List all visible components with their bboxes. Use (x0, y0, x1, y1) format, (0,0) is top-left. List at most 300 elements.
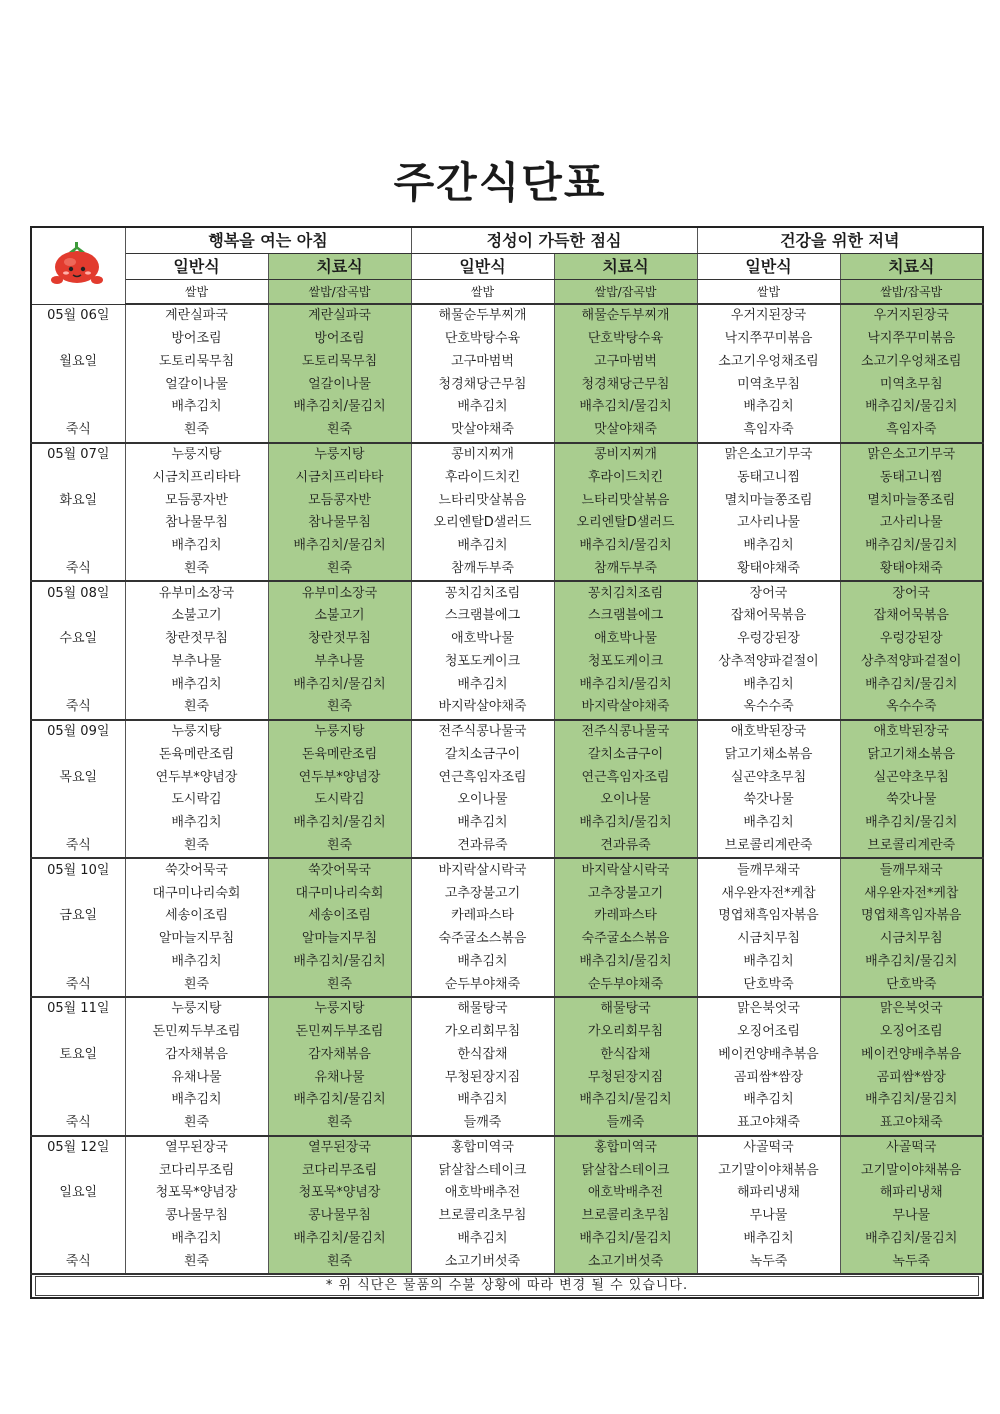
general-dish: 도시락김 (125, 789, 268, 812)
general-dish: 맑은소고기무국 (697, 443, 840, 467)
therapy-dish: 누룽지탕 (268, 997, 411, 1021)
general-dish: 누룽지탕 (125, 720, 268, 744)
therapy-dish: 숙주굴소스볶음 (554, 928, 697, 951)
menu-row (31, 373, 983, 396)
therapy-dish: 흰죽 (268, 973, 411, 997)
general-dish: 가오리회무침 (411, 1021, 554, 1044)
general-dish: 해물순두부찌개 (411, 304, 554, 328)
therapy-dish: 연근흑임자조림 (554, 766, 697, 789)
day-weekday: 목요일 (31, 766, 125, 789)
therapy-dish: 배추김치/물김치 (554, 812, 697, 835)
general-dish: 들깨죽 (411, 1112, 554, 1136)
general-dish: 전주식콩나물국 (411, 720, 554, 744)
day-cell-blank (31, 1021, 125, 1044)
rice-therapy: 쌀밥/잡곡밥 (268, 280, 411, 305)
general-dish: 무청된장지짐 (411, 1066, 554, 1089)
menu-row (31, 557, 983, 581)
menu-row (31, 351, 983, 374)
general-dish: 청포묵*양념장 (125, 1182, 268, 1205)
general-dish: 누룽지탕 (125, 997, 268, 1021)
general-dish: 우렁강된장 (697, 628, 840, 651)
therapy-dish: 콩나물무침 (268, 1205, 411, 1228)
therapy-dish: 견과류죽 (554, 835, 697, 859)
therapy-dish: 배추김치/물김치 (840, 950, 983, 973)
general-dish: 후라이드치킨 (411, 466, 554, 489)
general-dish: 배추김치 (697, 950, 840, 973)
general-dish: 바지락살야채죽 (411, 696, 554, 720)
type-therapy: 치료식 (554, 254, 697, 280)
menu-row (31, 605, 983, 628)
therapy-dish: 배추김치/물김치 (840, 396, 983, 419)
therapy-dish: 얼갈이나물 (268, 373, 411, 396)
menu-row (31, 581, 983, 605)
general-dish: 표고야채죽 (697, 1112, 840, 1136)
general-dish: 명엽채흑임자볶음 (697, 905, 840, 928)
day-cell-blank (31, 1066, 125, 1089)
menu-row (31, 396, 983, 419)
general-dish: 시금치프리타타 (125, 466, 268, 489)
therapy-dish: 코다리무조림 (268, 1159, 411, 1182)
therapy-dish: 배추김치/물김치 (554, 950, 697, 973)
therapy-dish: 닭고기채소볶음 (840, 744, 983, 767)
general-dish: 견과류죽 (411, 835, 554, 859)
general-dish: 연두부*양념장 (125, 766, 268, 789)
general-dish: 브로콜리계란죽 (697, 835, 840, 859)
general-dish: 부추나물 (125, 650, 268, 673)
general-dish: 흰죽 (125, 835, 268, 859)
general-dish: 연근흑임자조림 (411, 766, 554, 789)
general-dish: 곰피쌈*쌈장 (697, 1066, 840, 1089)
general-dish: 알마늘지무침 (125, 928, 268, 951)
general-dish: 배추김치 (411, 1089, 554, 1112)
therapy-dish: 전주식콩나물국 (554, 720, 697, 744)
general-dish: 동태고니찜 (697, 466, 840, 489)
day-cell-blank (31, 535, 125, 558)
day-cell-blank (31, 744, 125, 767)
day-date: 05월 12일 (31, 1136, 125, 1160)
therapy-dish: 대구미나리숙회 (268, 882, 411, 905)
therapy-dish: 소고기우엉채조림 (840, 351, 983, 374)
menu-row (31, 512, 983, 535)
therapy-dish: 참깨두부죽 (554, 557, 697, 581)
general-dish: 스크램블에그 (411, 605, 554, 628)
therapy-dish: 세송이조림 (268, 905, 411, 928)
general-dish: 창란젓무침 (125, 628, 268, 651)
porridge-label: 죽식 (31, 835, 125, 859)
therapy-dish: 배추김치/물김치 (554, 396, 697, 419)
general-dish: 누룽지탕 (125, 443, 268, 467)
therapy-dish: 누룽지탕 (268, 720, 411, 744)
therapy-dish: 쑥갓어묵국 (268, 858, 411, 882)
therapy-dish: 오리엔탈D샐러드 (554, 512, 697, 535)
general-dish: 바지락살시락국 (411, 858, 554, 882)
therapy-dish: 배추김치/물김치 (840, 535, 983, 558)
therapy-dish: 명엽채흑임자볶음 (840, 905, 983, 928)
general-dish: 상추적양파겉절이 (697, 650, 840, 673)
therapy-dish: 청포묵*양념장 (268, 1182, 411, 1205)
menu-row (31, 766, 983, 789)
day-weekday: 월요일 (31, 351, 125, 374)
menu-row (31, 812, 983, 835)
general-dish: 단호박죽 (697, 973, 840, 997)
general-dish: 대구미나리숙회 (125, 882, 268, 905)
rice-general: 쌀밥 (125, 280, 268, 305)
therapy-dish: 꽁치김치조림 (554, 581, 697, 605)
day-cell-blank (31, 1228, 125, 1251)
general-dish: 배추김치 (411, 673, 554, 696)
day-cell-blank (31, 812, 125, 835)
therapy-dish: 들깨죽 (554, 1112, 697, 1136)
general-dish: 오징어조림 (697, 1021, 840, 1044)
therapy-dish: 도시락김 (268, 789, 411, 812)
therapy-dish: 들깨무채국 (840, 858, 983, 882)
therapy-dish: 배추김치/물김치 (554, 535, 697, 558)
menu-row (31, 419, 983, 443)
therapy-dish: 베이컨양배추볶음 (840, 1044, 983, 1067)
general-dish: 오이나물 (411, 789, 554, 812)
therapy-dish: 갈치소금구이 (554, 744, 697, 767)
general-dish: 느타리맛살볶음 (411, 489, 554, 512)
general-dish: 베이컨양배추볶음 (697, 1044, 840, 1067)
therapy-dish: 옥수수죽 (840, 696, 983, 720)
general-dish: 참나물무침 (125, 512, 268, 535)
meal-header-row (31, 227, 983, 254)
general-dish: 실곤약초무침 (697, 766, 840, 789)
therapy-dish: 소고기버섯죽 (554, 1250, 697, 1274)
menu-row (31, 1089, 983, 1112)
general-dish: 오리엔탈D샐러드 (411, 512, 554, 535)
general-dish: 유부미소장국 (125, 581, 268, 605)
day-cell-blank (31, 466, 125, 489)
general-dish: 배추김치 (411, 812, 554, 835)
general-dish: 배추김치 (411, 950, 554, 973)
menu-row (31, 1112, 983, 1136)
day-cell-blank (31, 605, 125, 628)
diet-type-row (31, 254, 983, 280)
therapy-dish: 단호박탕수육 (554, 328, 697, 351)
therapy-dish: 브로콜리초무침 (554, 1205, 697, 1228)
therapy-dish: 배추김치/물김치 (268, 396, 411, 419)
type-therapy: 치료식 (268, 254, 411, 280)
therapy-dish: 창란젓무침 (268, 628, 411, 651)
general-dish: 우거지된장국 (697, 304, 840, 328)
therapy-dish: 느타리맛살볶음 (554, 489, 697, 512)
general-dish: 숙주굴소스볶음 (411, 928, 554, 951)
day-weekday: 금요일 (31, 905, 125, 928)
therapy-dish: 새우완자전*케찹 (840, 882, 983, 905)
menu-row (31, 535, 983, 558)
general-dish: 열무된장국 (125, 1136, 268, 1160)
day-cell-blank (31, 396, 125, 419)
general-dish: 배추김치 (125, 673, 268, 696)
general-dish: 고구마범벅 (411, 351, 554, 374)
menu-row (31, 1021, 983, 1044)
day-cell-blank (31, 373, 125, 396)
rice-therapy: 쌀밥/잡곡밥 (554, 280, 697, 305)
therapy-dish: 배추김치/물김치 (840, 673, 983, 696)
porridge-label: 죽식 (31, 419, 125, 443)
type-therapy: 치료식 (840, 254, 983, 280)
therapy-dish: 오이나물 (554, 789, 697, 812)
therapy-dish: 콩비지찌개 (554, 443, 697, 467)
notice-row (31, 1274, 983, 1298)
day-date: 05월 09일 (31, 720, 125, 744)
day-cell-blank (31, 512, 125, 535)
general-dish: 홍합미역국 (411, 1136, 554, 1160)
therapy-dish: 잡채어묵볶음 (840, 605, 983, 628)
therapy-dish: 흑임자죽 (840, 419, 983, 443)
general-dish: 해파리냉채 (697, 1182, 840, 1205)
general-dish: 꽁치김치조림 (411, 581, 554, 605)
day-cell-blank (31, 882, 125, 905)
general-dish: 고사리나물 (697, 512, 840, 535)
general-dish: 소고기우엉채조림 (697, 351, 840, 374)
day-weekday: 일요일 (31, 1182, 125, 1205)
menu-row (31, 835, 983, 859)
therapy-dish: 유채나물 (268, 1066, 411, 1089)
general-dish: 무나물 (697, 1205, 840, 1228)
therapy-dish: 도토리묵무침 (268, 351, 411, 374)
therapy-dish: 흰죽 (268, 835, 411, 859)
therapy-dish: 흰죽 (268, 557, 411, 581)
general-dish: 녹두죽 (697, 1250, 840, 1274)
therapy-dish: 해파리냉채 (840, 1182, 983, 1205)
menu-row (31, 789, 983, 812)
menu-row (31, 1182, 983, 1205)
therapy-dish: 표고야채죽 (840, 1112, 983, 1136)
day-date: 05월 11일 (31, 997, 125, 1021)
therapy-dish: 쑥갓나물 (840, 789, 983, 812)
general-dish: 애호박배추전 (411, 1182, 554, 1205)
general-dish: 배추김치 (125, 950, 268, 973)
therapy-dish: 계란실파국 (268, 304, 411, 328)
therapy-dish: 부추나물 (268, 650, 411, 673)
meal-breakfast-header: 행복을 여는 아침 (125, 227, 411, 254)
general-dish: 잡채어묵볶음 (697, 605, 840, 628)
general-dish: 계란실파국 (125, 304, 268, 328)
general-dish: 장어국 (697, 581, 840, 605)
therapy-dish: 맛살야채죽 (554, 419, 697, 443)
rice-row (31, 280, 983, 305)
day-cell-blank (31, 650, 125, 673)
type-general: 일반식 (697, 254, 840, 280)
menu-row (31, 928, 983, 951)
menu-row (31, 489, 983, 512)
therapy-dish: 사골떡국 (840, 1136, 983, 1160)
day-cell-blank (31, 328, 125, 351)
therapy-dish: 돈민찌두부조림 (268, 1021, 411, 1044)
therapy-dish: 동태고니찜 (840, 466, 983, 489)
menu-row (31, 1136, 983, 1160)
therapy-dish: 배추김치/물김치 (268, 535, 411, 558)
general-dish: 갈치소금구이 (411, 744, 554, 767)
therapy-dish: 흰죽 (268, 696, 411, 720)
menu-row (31, 628, 983, 651)
therapy-dish: 맑은소고기무국 (840, 443, 983, 467)
day-cell-blank (31, 789, 125, 812)
therapy-dish: 고기말이야채볶음 (840, 1159, 983, 1182)
therapy-dish: 장어국 (840, 581, 983, 605)
general-dish: 맛살야채죽 (411, 419, 554, 443)
therapy-dish: 모듬콩자반 (268, 489, 411, 512)
general-dish: 낙지쭈꾸미볶음 (697, 328, 840, 351)
general-dish: 배추김치 (697, 1089, 840, 1112)
therapy-dish: 알마늘지무침 (268, 928, 411, 951)
therapy-dish: 해물탕국 (554, 997, 697, 1021)
general-dish: 콩비지찌개 (411, 443, 554, 467)
day-date: 05월 06일 (31, 304, 125, 328)
general-dish: 애호박나물 (411, 628, 554, 651)
general-dish: 시금치무침 (697, 928, 840, 951)
therapy-dish: 애호박나물 (554, 628, 697, 651)
porridge-label: 죽식 (31, 973, 125, 997)
therapy-dish: 고구마범벅 (554, 351, 697, 374)
therapy-dish: 닭살찹스테이크 (554, 1159, 697, 1182)
therapy-dish: 한식잡채 (554, 1044, 697, 1067)
therapy-dish: 방어조림 (268, 328, 411, 351)
menu-row (31, 1250, 983, 1274)
therapy-dish: 순두부야채죽 (554, 973, 697, 997)
general-dish: 새우완자전*케찹 (697, 882, 840, 905)
menu-row (31, 905, 983, 928)
therapy-dish: 흰죽 (268, 1112, 411, 1136)
therapy-dish: 배추김치/물김치 (554, 673, 697, 696)
therapy-dish: 바지락살야채죽 (554, 696, 697, 720)
therapy-dish: 해물순두부찌개 (554, 304, 697, 328)
day-weekday: 토요일 (31, 1044, 125, 1067)
therapy-dish: 상추적양파겉절이 (840, 650, 983, 673)
general-dish: 멸치마늘쫑조림 (697, 489, 840, 512)
therapy-dish: 단호박죽 (840, 973, 983, 997)
therapy-dish: 배추김치/물김치 (840, 1228, 983, 1251)
therapy-dish: 황태야채죽 (840, 557, 983, 581)
menu-row (31, 673, 983, 696)
general-dish: 청경채당근무침 (411, 373, 554, 396)
menu-row (31, 950, 983, 973)
general-dish: 배추김치 (697, 673, 840, 696)
therapy-dish: 배추김치/물김치 (268, 673, 411, 696)
therapy-dish: 애호박배추전 (554, 1182, 697, 1205)
therapy-dish: 녹두죽 (840, 1250, 983, 1274)
therapy-dish: 고사리나물 (840, 512, 983, 535)
day-cell-blank (31, 1159, 125, 1182)
general-dish: 모듬콩자반 (125, 489, 268, 512)
general-dish: 흰죽 (125, 696, 268, 720)
therapy-dish: 후라이드치킨 (554, 466, 697, 489)
page-title: 주간식단표 (393, 158, 607, 207)
type-general: 일반식 (125, 254, 268, 280)
general-dish: 흰죽 (125, 419, 268, 443)
general-dish: 소고기버섯죽 (411, 1250, 554, 1274)
porridge-label: 죽식 (31, 557, 125, 581)
general-dish: 배추김치 (411, 535, 554, 558)
therapy-dish: 돈육메란조림 (268, 744, 411, 767)
day-cell-blank (31, 950, 125, 973)
rice-general: 쌀밥 (411, 280, 554, 305)
logo-cell (31, 227, 125, 304)
therapy-dish: 곰피쌈*쌈장 (840, 1066, 983, 1089)
general-dish: 배추김치 (125, 1089, 268, 1112)
general-dish: 배추김치 (125, 535, 268, 558)
general-dish: 한식잡채 (411, 1044, 554, 1067)
general-dish: 콩나물무침 (125, 1205, 268, 1228)
general-dish: 유채나물 (125, 1066, 268, 1089)
general-dish: 배추김치 (697, 396, 840, 419)
general-dish: 옥수수죽 (697, 696, 840, 720)
general-dish: 배추김치 (411, 396, 554, 419)
menu-row (31, 304, 983, 328)
general-dish: 맑은북엇국 (697, 997, 840, 1021)
therapy-dish: 배추김치/물김치 (268, 1228, 411, 1251)
general-dish: 배추김치 (697, 812, 840, 835)
general-dish: 배추김치 (697, 535, 840, 558)
menu-row (31, 973, 983, 997)
therapy-dish: 배추김치/물김치 (268, 950, 411, 973)
menu-row (31, 1044, 983, 1067)
therapy-dish: 흰죽 (268, 419, 411, 443)
general-dish: 미역초무침 (697, 373, 840, 396)
general-dish: 순두부야채죽 (411, 973, 554, 997)
therapy-dish: 카레파스타 (554, 905, 697, 928)
therapy-dish: 우렁강된장 (840, 628, 983, 651)
general-dish: 얼갈이나물 (125, 373, 268, 396)
rice-therapy: 쌀밥/잡곡밥 (840, 280, 983, 305)
therapy-dish: 우거지된장국 (840, 304, 983, 328)
therapy-dish: 멸치마늘쫑조림 (840, 489, 983, 512)
general-dish: 소불고기 (125, 605, 268, 628)
day-weekday: 수요일 (31, 628, 125, 651)
therapy-dish: 브로콜리계란죽 (840, 835, 983, 859)
porridge-label: 죽식 (31, 1250, 125, 1274)
therapy-dish: 고추장불고기 (554, 882, 697, 905)
general-dish: 배추김치 (125, 396, 268, 419)
therapy-dish: 무나물 (840, 1205, 983, 1228)
therapy-dish: 낙지쭈꾸미볶음 (840, 328, 983, 351)
day-date: 05월 07일 (31, 443, 125, 467)
general-dish: 애호박된장국 (697, 720, 840, 744)
general-dish: 쑥갓어묵국 (125, 858, 268, 882)
menu-row (31, 1066, 983, 1089)
day-cell-blank (31, 928, 125, 951)
therapy-dish: 실곤약초무침 (840, 766, 983, 789)
general-dish: 흰죽 (125, 973, 268, 997)
general-dish: 카레파스타 (411, 905, 554, 928)
general-dish: 돈민찌두부조림 (125, 1021, 268, 1044)
therapy-dish: 배추김치/물김치 (554, 1089, 697, 1112)
therapy-dish: 배추김치/물김치 (268, 1089, 411, 1112)
day-date: 05월 10일 (31, 858, 125, 882)
day-date: 05월 08일 (31, 581, 125, 605)
weekly-menu-table (30, 226, 984, 1299)
therapy-dish: 흰죽 (268, 1250, 411, 1274)
general-dish: 배추김치 (697, 1228, 840, 1251)
therapy-dish: 연두부*양념장 (268, 766, 411, 789)
general-dish: 흰죽 (125, 557, 268, 581)
menu-row (31, 882, 983, 905)
therapy-dish: 누룽지탕 (268, 443, 411, 467)
notice-cell (31, 1274, 983, 1298)
porridge-label: 죽식 (31, 1112, 125, 1136)
menu-row (31, 858, 983, 882)
therapy-dish: 배추김치/물김치 (554, 1228, 697, 1251)
general-dish: 참깨두부죽 (411, 557, 554, 581)
therapy-dish: 시금치무침 (840, 928, 983, 951)
rice-general: 쌀밥 (697, 280, 840, 305)
general-dish: 황태야채죽 (697, 557, 840, 581)
therapy-dish: 오징어조림 (840, 1021, 983, 1044)
general-dish: 배추김치 (125, 1228, 268, 1251)
menu-row (31, 696, 983, 720)
